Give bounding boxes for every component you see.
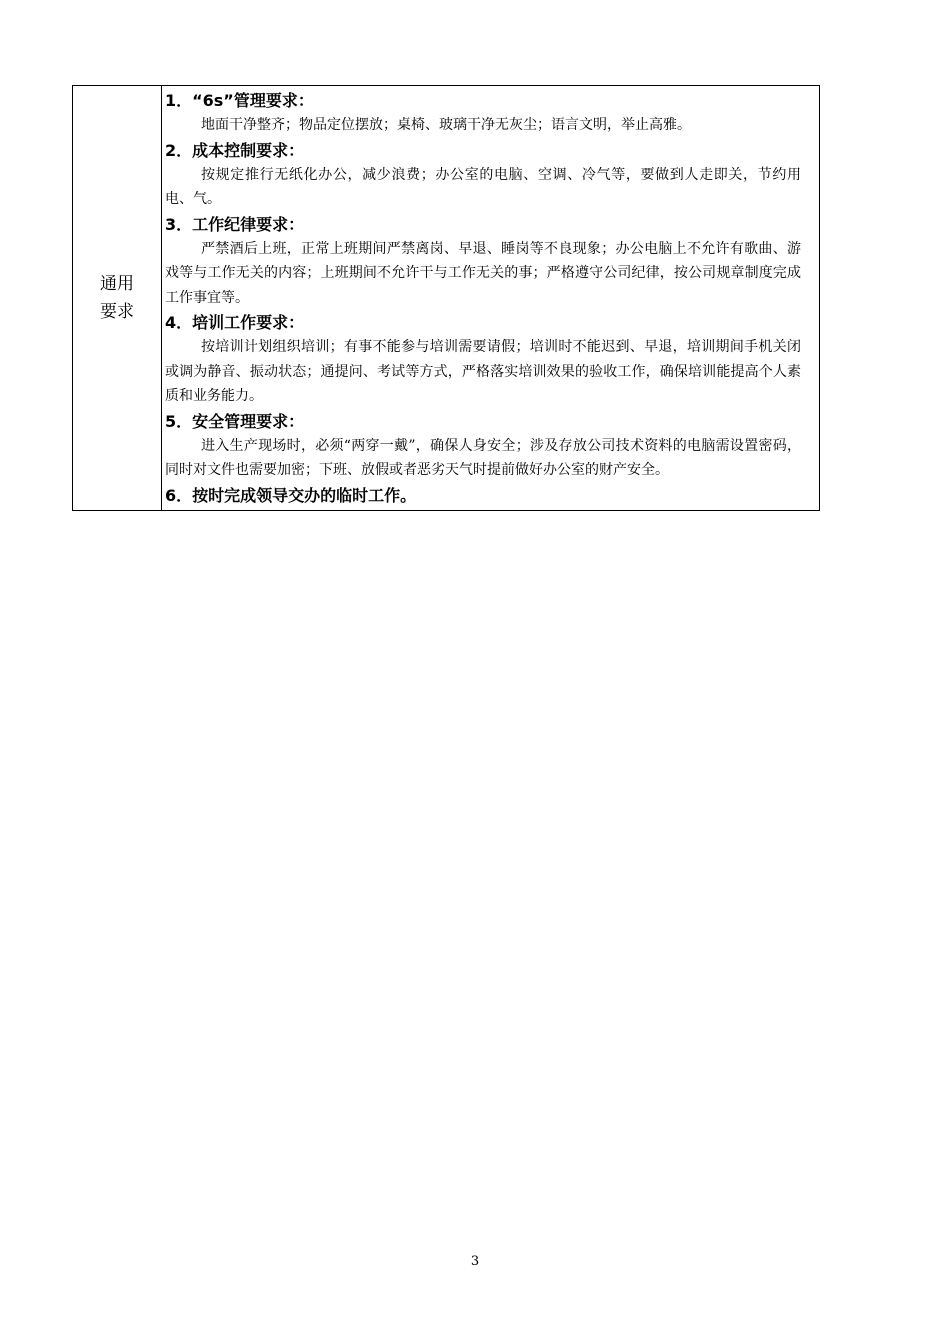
section-heading: 3．工作纪律要求： [165,214,305,234]
table-row [73,86,820,511]
section-training [165,310,801,409]
section-heading: 5．安全管理要求： [165,411,305,431]
section-heading: 6．按时完成领导交办的临时工作。 [165,485,417,505]
section-heading: 1．“6s”管理要求： [165,91,314,110]
section-body: 按规定推行无纸化办公，减少浪费；办公室的电脑、空调、冷气等，要做到人走即关，节约用电、气。 [165,166,801,207]
section-cost-control [165,138,801,212]
row-label-line: 通用 [100,273,134,294]
page-number: 3 [470,1254,480,1269]
section-safety [165,409,801,483]
section-heading: 4．培训工作要求： [165,313,305,332]
section-temporary-tasks [165,483,801,508]
row-label-line: 要求 [100,301,134,322]
section-body: 进入生产现场时，必须“两穿一戴”，确保人身安全；涉及存放公司技术资料的电脑需设置密码，同时对文件也需要加密；下班、放假或者恶劣天气时提前做好办公室的财产安全。 [165,437,801,478]
section-work-discipline [165,212,801,311]
section-body: 按培训计划组织培训；有事不能参与培训需要请假；培训时不能迟到、早退，培训期间手机关闭或调为静音、振动状态；通提问、考试等方式，严格落实培训效果的验收工作，确保培训能提高个人素质和业务能力。 [165,339,801,404]
requirements-table [72,85,820,511]
section-body: 严禁酒后上班，正常上班期间严禁离岗、早退、睡岗等不良现象；办公电脑上不允许有歌曲、游戏等与工作无关的内容；上班期间不允许干与工作无关的事；严格遵守公司纪律，按公司规章制度完成工作事宜等。 [165,240,801,306]
row-label-cell [73,86,162,511]
section-heading: 2．成本控制要求： [165,140,305,160]
section-6s [165,88,801,138]
requirements-content-cell [162,86,820,511]
row-label-general [73,270,161,326]
section-body: 地面干净整齐；物品定位摆放；桌椅、玻璃干净无灰尘；语言文明，举止高雅。 [201,117,691,133]
